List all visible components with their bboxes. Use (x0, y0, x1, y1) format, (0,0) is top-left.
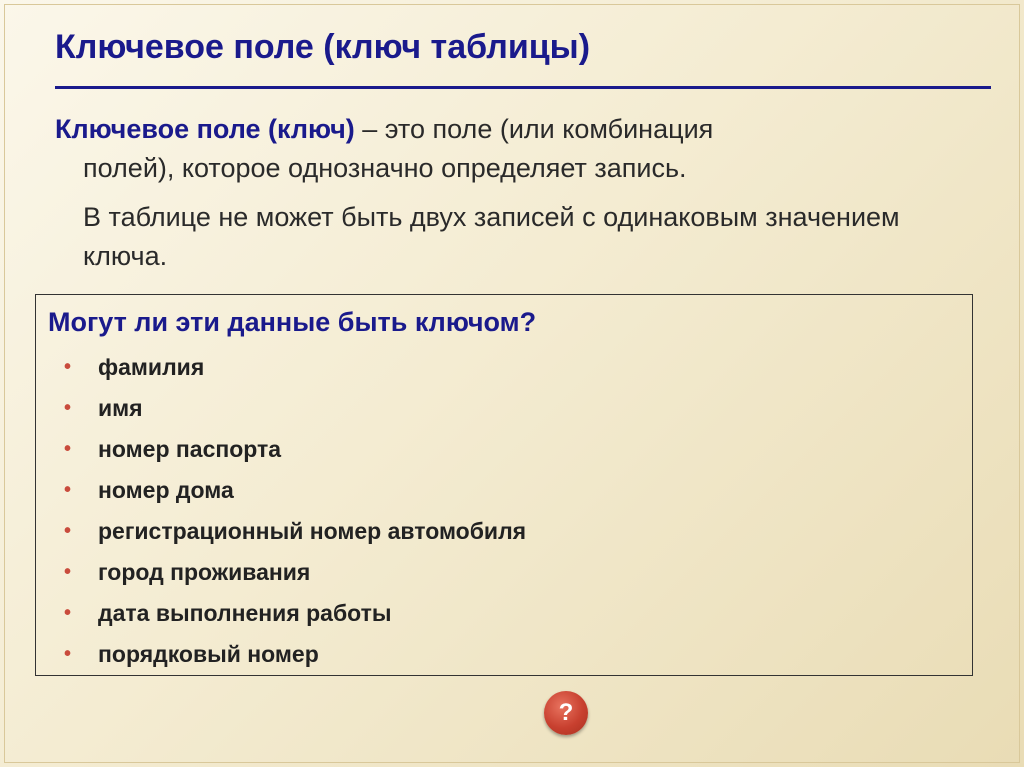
slide-title: Ключевое поле (ключ таблицы) (55, 28, 591, 66)
list-item-label: регистрационный номер автомобиля (98, 518, 527, 544)
definition-text-line1: – это поле (или комбинация (354, 114, 714, 144)
list-item (62, 435, 526, 476)
list-item (62, 517, 526, 558)
bullet-icon: • (64, 520, 72, 542)
note-paragraph: В таблице не может быть двух записей с одинаковым значением ключа. (83, 202, 900, 271)
list-item (62, 353, 526, 394)
list-item-label: дата выполнения работы (98, 600, 392, 626)
bullet-icon: • (64, 479, 72, 501)
bullet-icon: • (64, 438, 72, 460)
help-button[interactable] (544, 691, 588, 735)
bullet-icon: • (64, 397, 72, 419)
question-title: Могут ли эти данные быть ключом? (48, 307, 537, 337)
list-item-label: фамилия (98, 354, 205, 380)
list-item-label: порядковый номер (98, 641, 319, 667)
list-item-label: город проживания (98, 559, 311, 585)
list-item-label: имя (98, 395, 143, 421)
question-list (62, 353, 526, 681)
list-item (62, 476, 526, 517)
list-item-label: номер паспорта (98, 436, 282, 462)
question-mark-icon: ? (558, 699, 574, 726)
list-item (62, 394, 526, 435)
bullet-icon: • (64, 356, 72, 378)
bullet-icon: • (64, 602, 72, 624)
bullet-icon: • (64, 561, 72, 583)
question-box (35, 294, 973, 676)
list-item (62, 558, 526, 599)
definition-term: Ключевое поле (ключ) (55, 114, 355, 144)
list-item-label: номер дома (98, 477, 234, 503)
list-item (62, 599, 526, 640)
definition-text-line2: полей), которое однозначно определяет запись. (83, 153, 687, 183)
title-underline (55, 86, 991, 89)
bullet-icon: • (64, 643, 72, 665)
definition-paragraph (55, 110, 955, 188)
list-item (62, 640, 526, 681)
